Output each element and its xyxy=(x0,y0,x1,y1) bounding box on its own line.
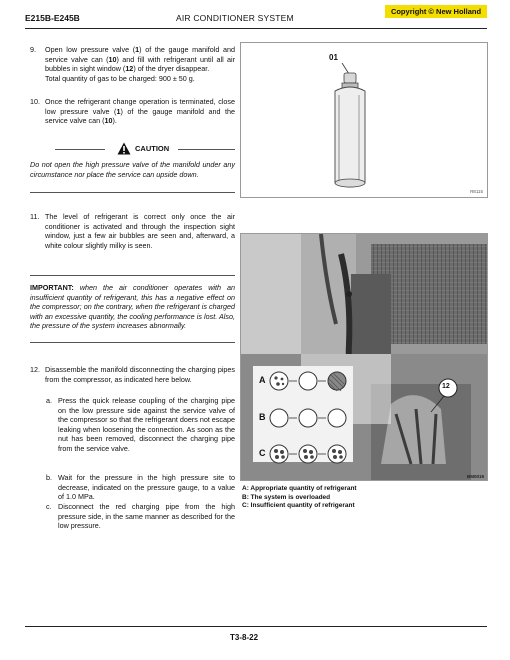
step-text xyxy=(45,45,235,83)
caution-text: Do not open the high pressure valve of the manifold under any circumstance nor place the service can upside down. xyxy=(30,160,235,179)
figure-ref: BM0019 xyxy=(466,474,484,479)
caution-label: CAUTION xyxy=(135,144,170,153)
section-title: AIR CONDITIONER SYSTEM xyxy=(176,13,294,23)
important-note xyxy=(30,283,235,331)
callout-label: 12 xyxy=(442,383,450,390)
row-label-a: A xyxy=(259,375,266,385)
legend-item: B: The system is overloaded xyxy=(242,493,331,501)
figure-ref: R8115 xyxy=(470,189,483,194)
step-12-text: Disassemble the manifold disconnecting the charging pipes from the compressor, as indicated here below. xyxy=(45,365,235,384)
legend-item: C: Insufficient quantity of refrigerant xyxy=(242,502,355,510)
row-c-diagram xyxy=(270,445,346,463)
step-number: 12. xyxy=(30,365,40,374)
header-rule xyxy=(25,28,487,29)
caution-rule xyxy=(30,192,235,193)
step-9-text: Open low pressure valve (1) of the gauge manifold and service valve can (10) and fill with refrigerant until all air bubbles in sight window (12) of the dryer disappear. xyxy=(45,45,235,74)
step-10-text: Once the refrigerant change operation is terminated, close low pressure valve (1) of the gauge manifold and the service valve can (10). xyxy=(45,97,236,126)
step-11-text: The level of refrigerant is correct only once the air conditioner is activated and through the inspection sight window, just a few air bubbles are seen and, afterward, a white colour slightly milky is seen. xyxy=(45,212,235,250)
step-9 xyxy=(30,45,235,97)
substep-text: Disconnect the red charging pipe from the high pressure side, in the same manner as described for the low pressure. xyxy=(58,502,235,531)
important-text: when the air conditioner operates with an insufficient quantity of refrigerant, this has a negative effect on the compressor; on the contrary, when the refrigerant is charged with an excessive quantity, the cooling performance is lost. Also, the pressure of the system increases abnormally. xyxy=(30,283,235,331)
row-label-b: B xyxy=(259,412,266,422)
copyright-badge: Copyright © New Holland xyxy=(385,5,487,18)
footer-rule xyxy=(25,626,487,627)
substep-letter: a. xyxy=(46,396,52,405)
sight-glass-diagrams xyxy=(241,234,487,480)
doc-model: E215B-E245B xyxy=(25,13,80,23)
step-number: 9. xyxy=(30,45,36,54)
important-bottom-rule xyxy=(30,342,235,343)
row-label-c: C xyxy=(259,448,266,458)
page-number: T3-8-22 xyxy=(230,633,259,642)
step-11 xyxy=(30,212,235,260)
gas-quantity: Total quantity of gas to be charged: 900 ± 50 g. xyxy=(45,73,195,83)
step-number: 10. xyxy=(30,97,40,106)
figure-legend xyxy=(242,485,486,511)
caution-heading xyxy=(55,142,235,156)
important-label: IMPORTANT: xyxy=(30,283,74,292)
dryer-illustration xyxy=(241,43,487,197)
step-number: 11. xyxy=(30,212,40,221)
row-b-diagram xyxy=(270,409,346,427)
substep-letter: c. xyxy=(46,502,52,511)
figure-sight-glass xyxy=(240,233,488,481)
substep-text: Wait for the pressure in the high pressure site to decrease, indicated on the pressure gauge, to a value of 1.0 MPa. xyxy=(58,473,235,502)
substep-text: Press the quick release coupling of the charging pipe on the low pressure side against the service valve of the compressor so that the refrigerant doers not escape leaking when loosening the connection. As soon as the nut has been removed, disconnect the charging pipe from the service valve. xyxy=(58,396,235,453)
figure-label: 01 xyxy=(329,53,338,62)
row-a-diagram xyxy=(270,372,346,391)
warning-icon xyxy=(117,142,131,155)
step-12 xyxy=(30,365,235,545)
legend-item: A: Appropriate quantity of refrigerant xyxy=(242,485,357,492)
important-top-rule xyxy=(30,275,235,276)
figure-dryer xyxy=(240,42,488,198)
substep-letter: b. xyxy=(46,473,52,482)
step-10 xyxy=(30,97,235,127)
